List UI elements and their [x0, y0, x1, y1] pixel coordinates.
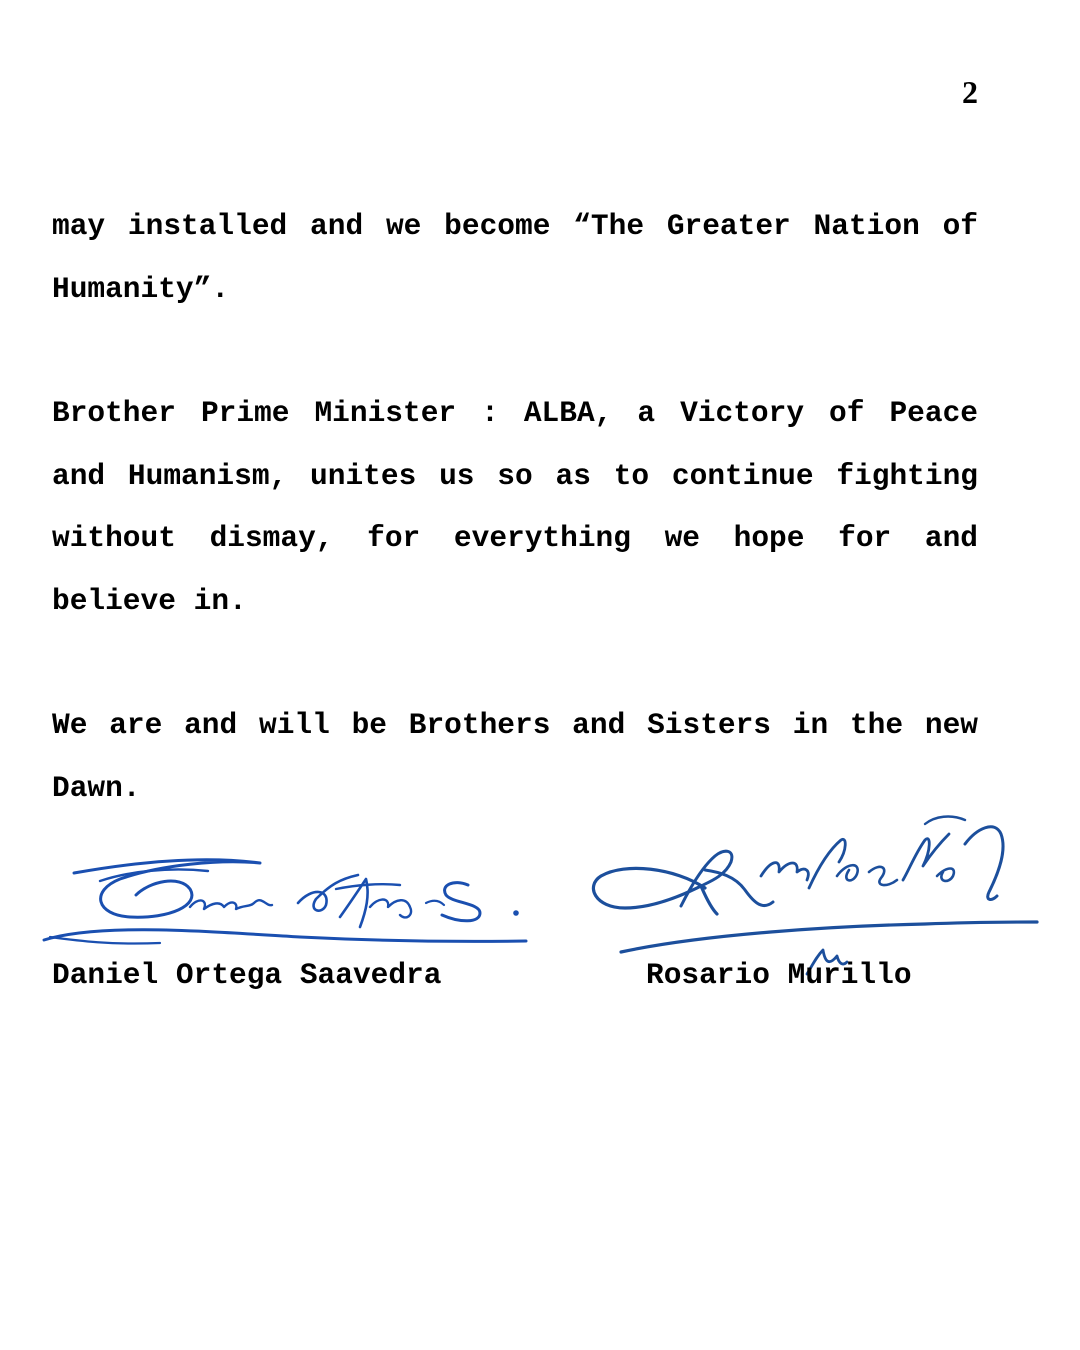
paragraph-closing-3: We are and will be Brothers and Sisters in the new Dawn.: [52, 708, 978, 805]
signer-name-ortega: Daniel Ortega Saavedra: [52, 958, 442, 992]
signature-ortega: [40, 845, 540, 955]
paragraph-closing-1: may installed and we become “The Greater Nation of Humanity”.: [52, 209, 978, 306]
page-number: 2: [962, 74, 978, 110]
signer-name-murillo: Rosario Murillo: [646, 958, 912, 992]
paragraph-closing-2: Brother Prime Minister : ALBA, a Victory of Peace and Humanism, unites us so as to continue fighting without dismay, for everything we hope for and believe in.: [52, 396, 978, 618]
